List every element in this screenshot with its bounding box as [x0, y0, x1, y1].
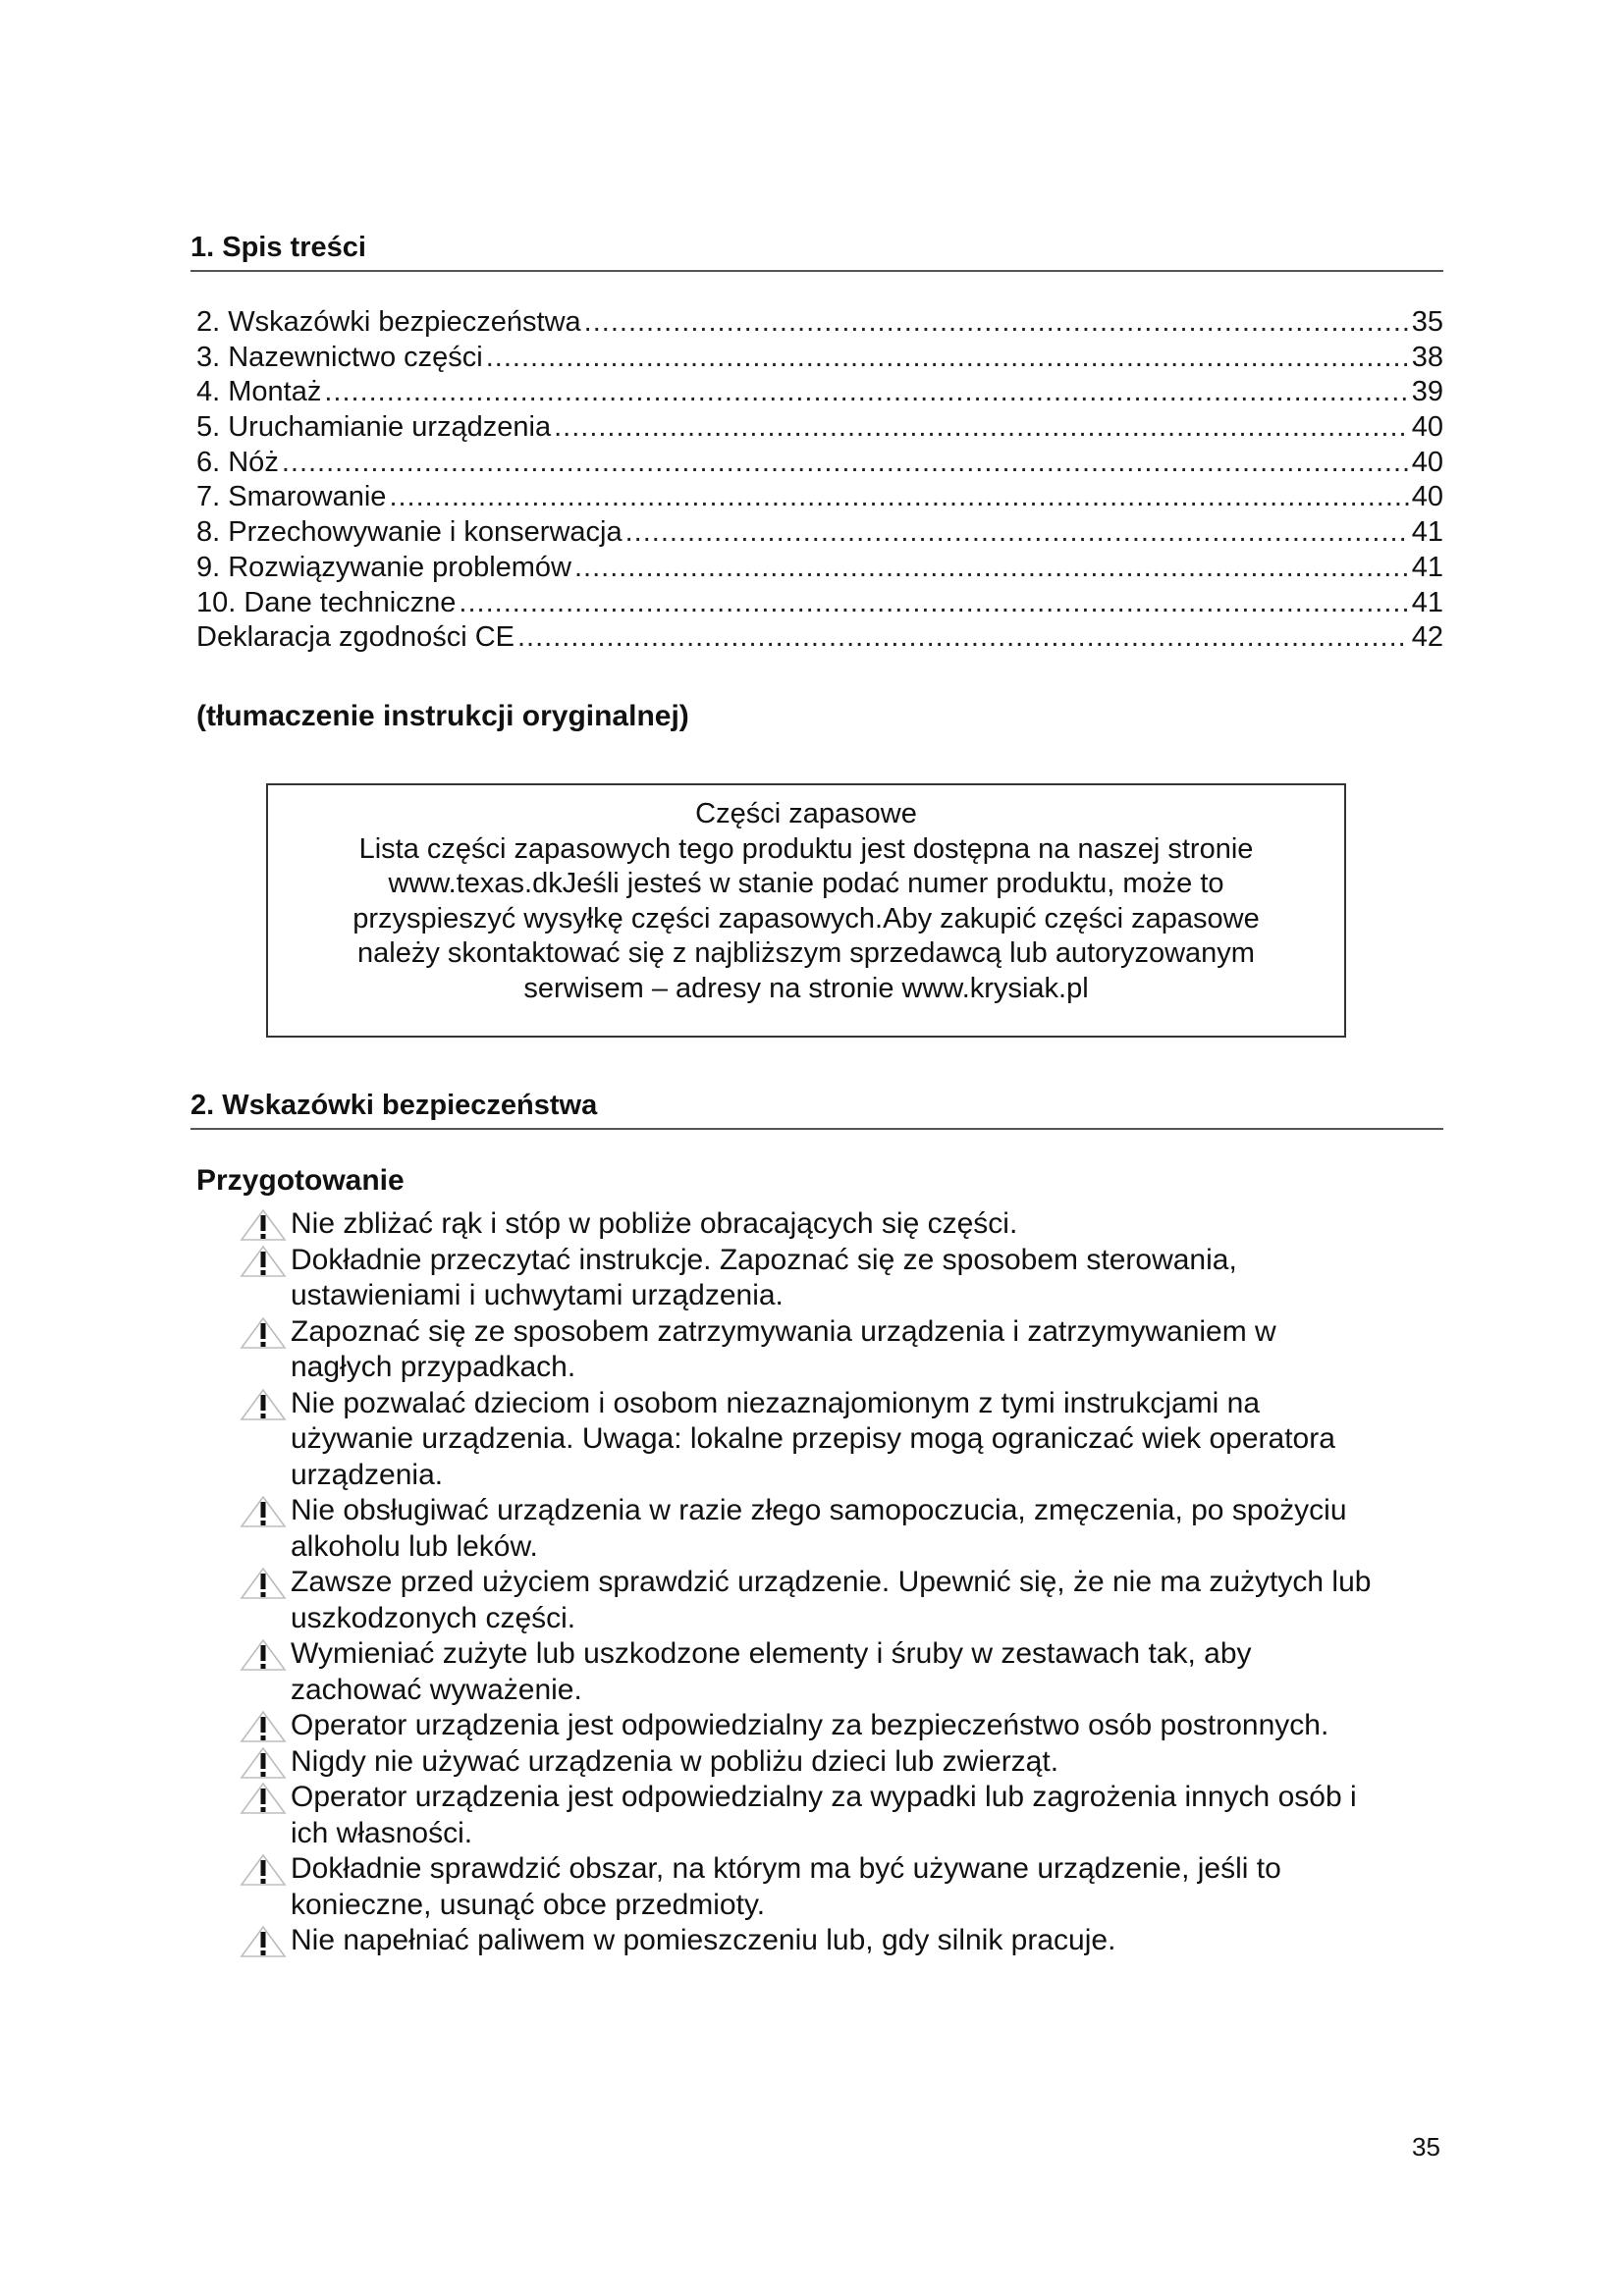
translation-note: (tłumaczenie instrukcji oryginalnej)	[196, 700, 689, 732]
toc-entry	[196, 481, 1443, 516]
warning-triangle-icon	[240, 1495, 287, 1528]
warning-text-line: Zawsze przed użyciem sprawdzić urządzenie. Upewnić się, że nie ma zużytych lub	[291, 1566, 1372, 1598]
toc-leader-dots	[486, 342, 1409, 374]
warning-item	[240, 1636, 1437, 1708]
warning-item	[240, 1565, 1437, 1636]
warning-text-line: alkoholu lub leków.	[291, 1529, 538, 1563]
warning-item	[240, 1708, 1437, 1744]
warning-text-line: Nigdy nie używać urządzenia w pobliżu dzieci lub zwierząt.	[291, 1744, 1059, 1778]
toc-entry-title: 3. Nazewnictwo części	[196, 341, 483, 373]
toc-entry-title: 4. Montaż	[196, 376, 322, 408]
toc-leader-dots	[554, 411, 1409, 444]
warning-list	[240, 1206, 1437, 1959]
toc-leader-dots	[574, 552, 1409, 584]
warning-text-line: Wymieniać zużyte lub uszkodzone elementy i śruby w zestawach tak, aby	[291, 1637, 1252, 1670]
toc-leader-dots	[282, 447, 1409, 479]
spare-parts-line: www.texas.dkJeśli jesteś w stanie podać numer produktu, może to	[388, 868, 1224, 899]
warning-triangle-icon	[240, 1245, 287, 1278]
warning-text-line: ustawieniami i uchwytami urządzenia.	[291, 1279, 784, 1311]
toc-leader-dots	[459, 587, 1408, 619]
warning-text-line: Dokładnie przeczytać instrukcje. Zapoznać się ze sposobem sterowania,	[291, 1243, 1237, 1276]
toc-leader-dots	[584, 306, 1409, 339]
warning-item	[240, 1206, 1437, 1243]
spare-parts-line: przyspieszyć wysyłkę części zapasowych.Aby zakupić części zapasowe	[352, 902, 1260, 934]
toc-leader-dots	[389, 481, 1408, 513]
warning-item	[240, 1243, 1437, 1314]
spare-parts-line: Lista części zapasowych tego produktu jest dostępna na naszej stronie	[358, 832, 1254, 865]
toc-entry-title: 10. Dane techniczne	[196, 586, 457, 618]
toc-entry-page: 41	[1411, 586, 1443, 618]
table-of-contents	[196, 306, 1443, 657]
toc-entry-page: 41	[1411, 516, 1443, 549]
toc-entry-title: Deklaracja zgodności CE	[196, 621, 514, 654]
spare-parts-line: należy skontaktować się z najbliższym sprzedawcą lub autoryzowanym	[357, 937, 1255, 969]
warning-text-line: używanie urządzenia. Uwaga: lokalne przepisy mogą ograniczać wiek operatora	[291, 1422, 1335, 1455]
toc-entry	[196, 621, 1443, 657]
toc-leader-dots	[625, 516, 1409, 549]
toc-entry	[196, 376, 1443, 411]
warning-item	[240, 1780, 1437, 1851]
toc-entry-page: 40	[1411, 446, 1443, 478]
warning-triangle-icon	[240, 1782, 287, 1815]
toc-entry	[196, 411, 1443, 447]
warning-triangle-icon	[240, 1638, 287, 1672]
warning-text-line: Operator urządzenia jest odpowiedzialny za wypadki lub zagrożenia innych osób i	[291, 1781, 1357, 1813]
safety-heading: 2. Wskazówki bezpieczeństwa	[190, 1090, 1443, 1130]
page-number: 35	[1412, 2132, 1440, 2162]
warning-text-line: Operator urządzenia jest odpowiedzialny za bezpieczeństwo osób postronnych.	[291, 1709, 1329, 1741]
toc-entry-title: 6. Nóż	[196, 446, 279, 478]
warning-item	[240, 1493, 1437, 1565]
warning-item	[240, 1314, 1437, 1386]
toc-entry-page: 38	[1411, 341, 1443, 373]
toc-entry	[196, 587, 1443, 622]
toc-entry	[196, 516, 1443, 552]
toc-heading: 1. Spis treści	[190, 232, 1443, 272]
toc-entry	[196, 342, 1443, 377]
warning-triangle-icon	[240, 1316, 287, 1350]
toc-entry-title: 5. Uruchamianie urządzenia	[196, 411, 552, 444]
warning-item	[240, 1851, 1437, 1923]
warning-triangle-icon	[240, 1208, 287, 1242]
warning-text-line: Nie napełniać paliwem w pomieszczeniu lub, gdy silnik pracuje.	[291, 1924, 1116, 1956]
toc-entry-page: 40	[1411, 411, 1443, 444]
warning-item	[240, 1744, 1437, 1781]
warning-triangle-icon	[240, 1925, 287, 1958]
toc-entry	[196, 447, 1443, 482]
toc-entry	[196, 306, 1443, 342]
warning-text-line: ich własności.	[291, 1816, 473, 1849]
warning-text-line: Zapoznać się ze sposobem zatrzymywania urządzenia i zatrzymywaniem w	[291, 1314, 1276, 1348]
toc-entry-page: 39	[1411, 376, 1443, 408]
toc-entry-page: 40	[1411, 481, 1443, 513]
spare-parts-line: serwisem – adresy na stronie www.krysiak.pl	[523, 972, 1089, 1004]
preparation-subheading: Przygotowanie	[196, 1164, 405, 1197]
toc-entry-page: 41	[1411, 551, 1443, 583]
warning-text-line: urządzenia.	[291, 1458, 444, 1491]
spare-parts-title: Części zapasowe	[695, 798, 917, 829]
toc-leader-dots	[517, 621, 1409, 654]
warning-text-line: Dokładnie sprawdzić obszar, na którym ma być używane urządzenie, jeśli to	[291, 1852, 1281, 1885]
warning-text-line: Nie zbliżać rąk i stóp w pobliże obracających się części.	[291, 1207, 1018, 1240]
warning-triangle-icon	[240, 1567, 287, 1600]
toc-entry-title: 8. Przechowywanie i konserwacja	[196, 516, 623, 549]
toc-entry-title: 7. Smarowanie	[196, 481, 387, 513]
warning-text-line: nagłych przypadkach.	[291, 1351, 576, 1383]
toc-entry-title: 2. Wskazówki bezpieczeństwa	[196, 306, 581, 338]
warning-text-line: Nie obsługiwać urządzenia w razie złego samopoczucia, zmęczenia, po spożyciu	[291, 1494, 1347, 1526]
warning-triangle-icon	[240, 1853, 287, 1887]
warning-triangle-icon	[240, 1746, 287, 1780]
warning-triangle-icon	[240, 1388, 287, 1421]
toc-entry	[196, 552, 1443, 587]
warning-text-line: konieczne, usunąć obce przedmioty.	[291, 1888, 766, 1921]
warning-item	[240, 1386, 1437, 1494]
warning-text-line: uszkodzonych części.	[291, 1601, 576, 1634]
warning-item	[240, 1923, 1437, 1959]
spare-parts-box	[266, 783, 1346, 1038]
warning-triangle-icon	[240, 1710, 287, 1743]
warning-text-line: zachować wyważenie.	[291, 1673, 582, 1706]
toc-leader-dots	[324, 376, 1408, 408]
warning-text-line: Nie pozwalać dzieciom i osobom niezaznajomionym z tymi instrukcjami na	[291, 1386, 1261, 1419]
toc-entry-title: 9. Rozwiązywanie problemów	[196, 551, 571, 583]
toc-entry-page: 35	[1411, 306, 1443, 338]
toc-entry-page: 42	[1411, 621, 1443, 654]
